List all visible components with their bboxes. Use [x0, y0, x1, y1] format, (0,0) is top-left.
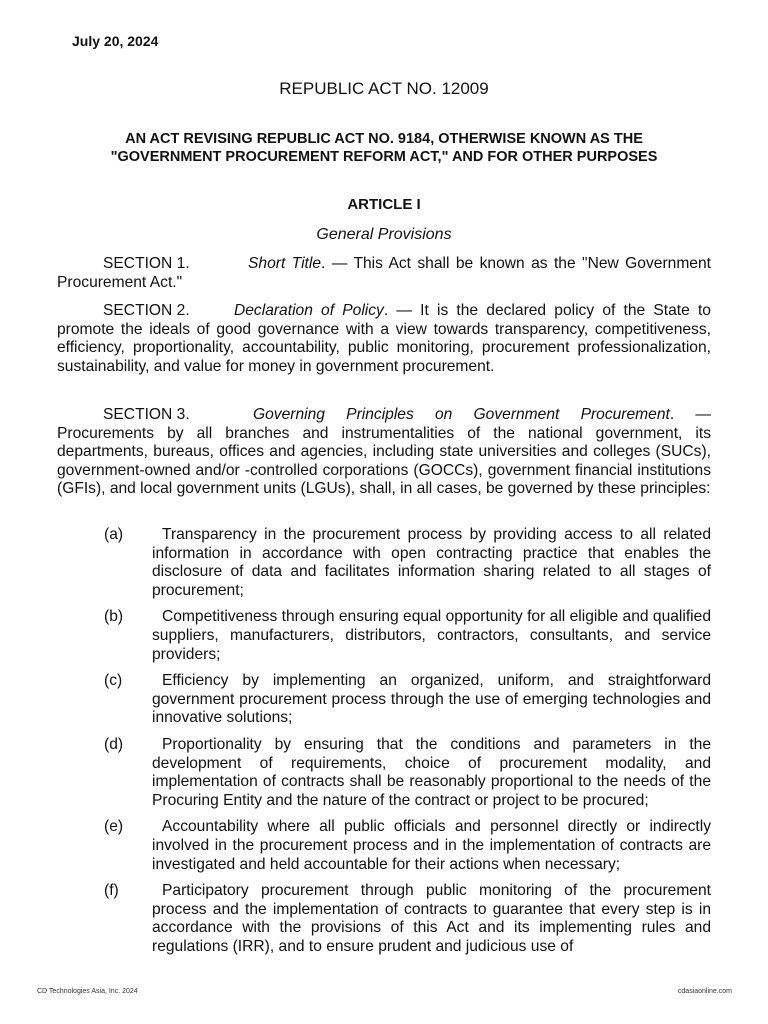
article-subheading: General Provisions	[316, 226, 452, 243]
item-letter: (c)	[104, 672, 123, 690]
list-item	[0, 526, 768, 600]
act-title: REPUBLIC ACT NO. 12009	[279, 79, 489, 98]
section-2	[57, 302, 711, 376]
section-text: . — This Act shall be known as the "New Government Procurement Act."	[57, 255, 711, 291]
document-date: July 20, 2024	[72, 33, 159, 49]
list-item	[0, 882, 768, 956]
list-item	[0, 608, 768, 664]
principles-list	[0, 526, 768, 964]
section-title: Declaration of Policy	[234, 302, 384, 319]
item-text: Accountability where all public officials and personnel directly or indirectly involved in the procurement process and in the implementation of contracts are investigated and held accountable for their actions when necessary;	[152, 818, 711, 873]
article-heading: ARTICLE I	[347, 196, 421, 213]
list-item	[0, 736, 768, 810]
footer-website: cdasiaonline.com	[677, 988, 732, 995]
section-number: SECTION 2.	[103, 302, 190, 319]
item-letter: (e)	[104, 818, 124, 836]
item-text: Participatory procurement through public monitoring of the procurement process and the implementation of contracts to guarantee that every step is in accordance with the provisions of this Act and its implementing rules and regulations (IRR), and to ensure prudent and judicious use of	[152, 882, 711, 955]
section-3	[57, 406, 711, 499]
section-title: Governing Principles on Government Procurement	[253, 406, 670, 423]
section-number: SECTION 1.	[103, 255, 190, 272]
section-title: Short Title	[248, 255, 321, 272]
list-item	[0, 818, 768, 874]
item-text: Competitiveness through ensuring equal opportunity for all eligible and qualified suppliers, manufacturers, distributors, contractors, consultants, and service providers;	[152, 608, 711, 663]
item-text: Transparency in the procurement process by providing access to all related information in accordance with open contracting practice that enables the disclosure of data and facilitates information sharing related to all stages of procurement;	[152, 526, 711, 599]
item-letter: (d)	[104, 735, 124, 753]
item-letter: (f)	[104, 882, 119, 900]
list-item	[0, 672, 768, 728]
act-subtitle	[60, 130, 708, 166]
section-number: SECTION 3.	[103, 406, 190, 423]
section-text: . — It is the declared policy of the State to promote the ideals of good governance with a view towards transparency, competitiveness, efficiency, proportionality, accountability, public monitoring, procurement professionalization, sustainability, and value for money in government procurement.	[57, 302, 711, 375]
section-1	[57, 255, 711, 292]
section-text: . — Procurements by all branches and instrumentalities of the national government, its departments, bureaus, offices and agencies, including state universities and colleges (SUCs), government-owned and/or -controlled corporations (GOCCs), government financial institutions (GFIs), and local government units (LGUs), shall, in all cases, be governed by these principles:	[57, 406, 711, 498]
act-subtitle-line: AN ACT REVISING REPUBLIC ACT NO. 9184, OTHERWISE KNOWN AS THE	[125, 131, 643, 147]
item-letter: (a)	[104, 526, 124, 543]
footer-copyright: CD Technologies Asia, Inc. 2024	[37, 988, 138, 995]
item-letter: (b)	[104, 608, 124, 626]
act-subtitle-line: "GOVERNMENT PROCUREMENT REFORM ACT," AND FOR OTHER PURPOSES	[110, 149, 658, 165]
item-text: Efficiency by implementing an organized, uniform, and straightforward government procurement process through the use of emerging technologies and innovative solutions;	[152, 672, 711, 727]
item-text: Proportionality by ensuring that the conditions and parameters in the development of requirements, choice of procurement modality, and implementation of contracts shall be reasonably proportional to the needs of the Procuring Entity and the nature of the contract or project to be procured;	[152, 735, 711, 809]
